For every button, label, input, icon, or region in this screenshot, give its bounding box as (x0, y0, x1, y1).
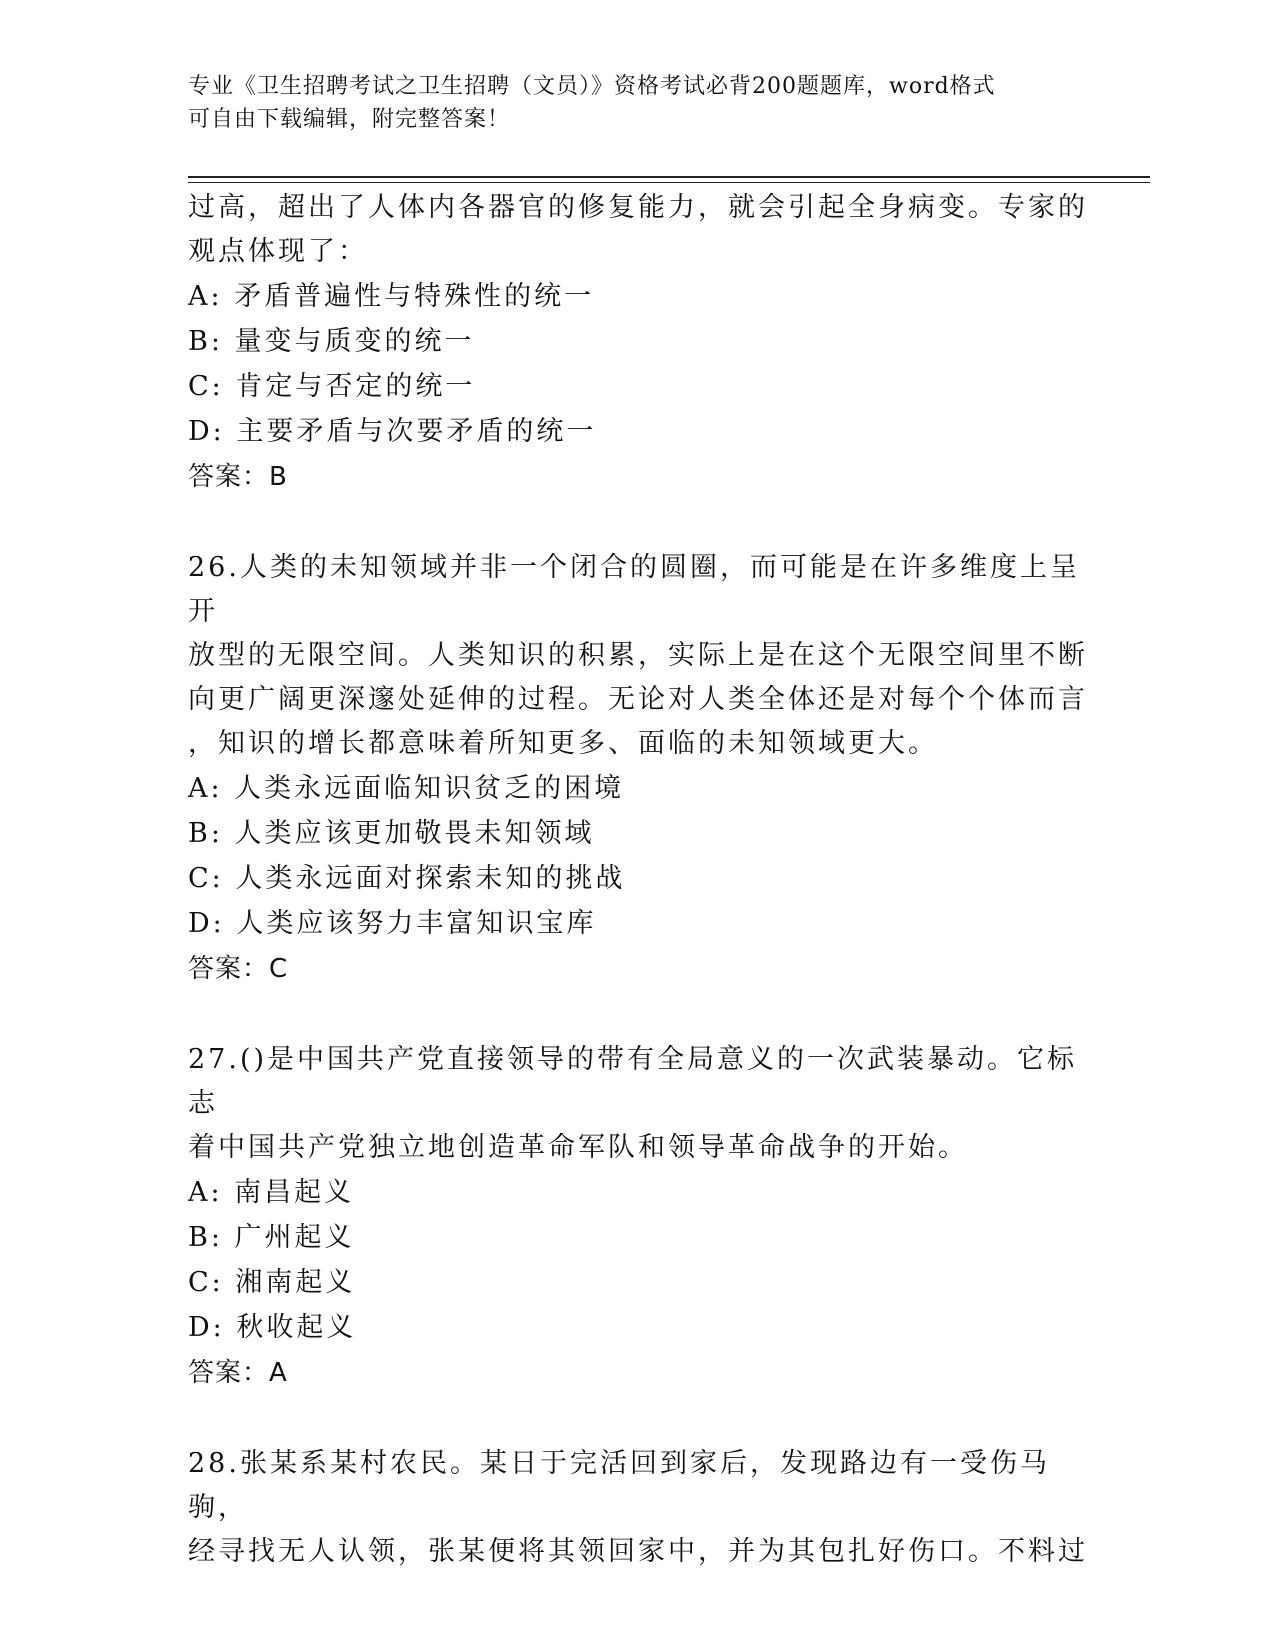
header-rule-thin (188, 182, 1150, 183)
question-text-line: 过高，超出了人体内各器官的修复能力，就会引起全身病变。专家的 (188, 192, 1088, 223)
question-text-line: 经寻找无人认领，张某便将其领回家中，并为其包扎好伤口。不料过 (188, 1536, 1088, 1567)
option-c: C: 湘南起义 (188, 1267, 356, 1298)
header-line-1: 专业《卫生招聘考试之卫生招聘（文员）》资格考试必背200题题库，word格式 (188, 74, 996, 99)
header-rule-thick (188, 176, 1150, 178)
option-a: A: 人类永远面临知识贫乏的困境 (188, 773, 625, 804)
option-a: A: 矛盾普遍性与特殊性的统一 (188, 281, 595, 312)
question-continued (188, 186, 1088, 500)
question-text-line: 27.()是中国共产党直接领导的带有全局意义的一次武装暴动。它标志 (188, 1044, 1078, 1119)
header-line-2: 可自由下载编辑，附完整答案！ (188, 107, 511, 132)
answer: 答案：C (188, 954, 289, 984)
question-27 (188, 1038, 1088, 1396)
question-text-line: 着中国共产党独立地创造革命军队和领导革命战争的开始。 (188, 1132, 968, 1163)
option-c: C: 人类永远面对探索未知的挑战 (188, 863, 626, 894)
question-text-line: 26.人类的未知领域并非一个闭合的圆圈，而可能是在许多维度上呈开 (188, 552, 1080, 627)
question-text-line: 28.张某系某村农民。某日于完活回到家后，发现路边有一受伤马驹， (188, 1448, 1050, 1523)
question-text-line: 向更广阔更深邃处延伸的过程。无论对人类全体还是对每个个体而言 (188, 684, 1088, 715)
question-text-line: 观点体现了： (188, 236, 368, 267)
document-body (188, 186, 1088, 1574)
option-b: B: 量变与质变的统一 (188, 326, 475, 357)
option-b: B: 人类应该更加敬畏未知领域 (188, 818, 595, 849)
option-b: B: 广州起义 (188, 1222, 355, 1253)
option-c: C: 肯定与否定的统一 (188, 371, 476, 402)
option-d: D: 人类应该努力丰富知识宝库 (188, 908, 597, 939)
answer: 答案：B (188, 462, 288, 492)
answer: 答案：A (188, 1358, 288, 1388)
question-text-line: 放型的无限空间。人类知识的积累，实际上是在这个无限空间里不断 (188, 640, 1088, 671)
question-28 (188, 1442, 1088, 1574)
option-d: D: 秋收起义 (188, 1312, 357, 1343)
option-d: D: 主要矛盾与次要矛盾的统一 (188, 416, 597, 447)
option-a: A: 南昌起义 (188, 1177, 355, 1208)
question-text-line: ，知识的增长都意味着所知更多、面临的未知领域更大。 (188, 728, 938, 759)
question-26 (188, 546, 1088, 992)
document-header (188, 70, 1068, 136)
